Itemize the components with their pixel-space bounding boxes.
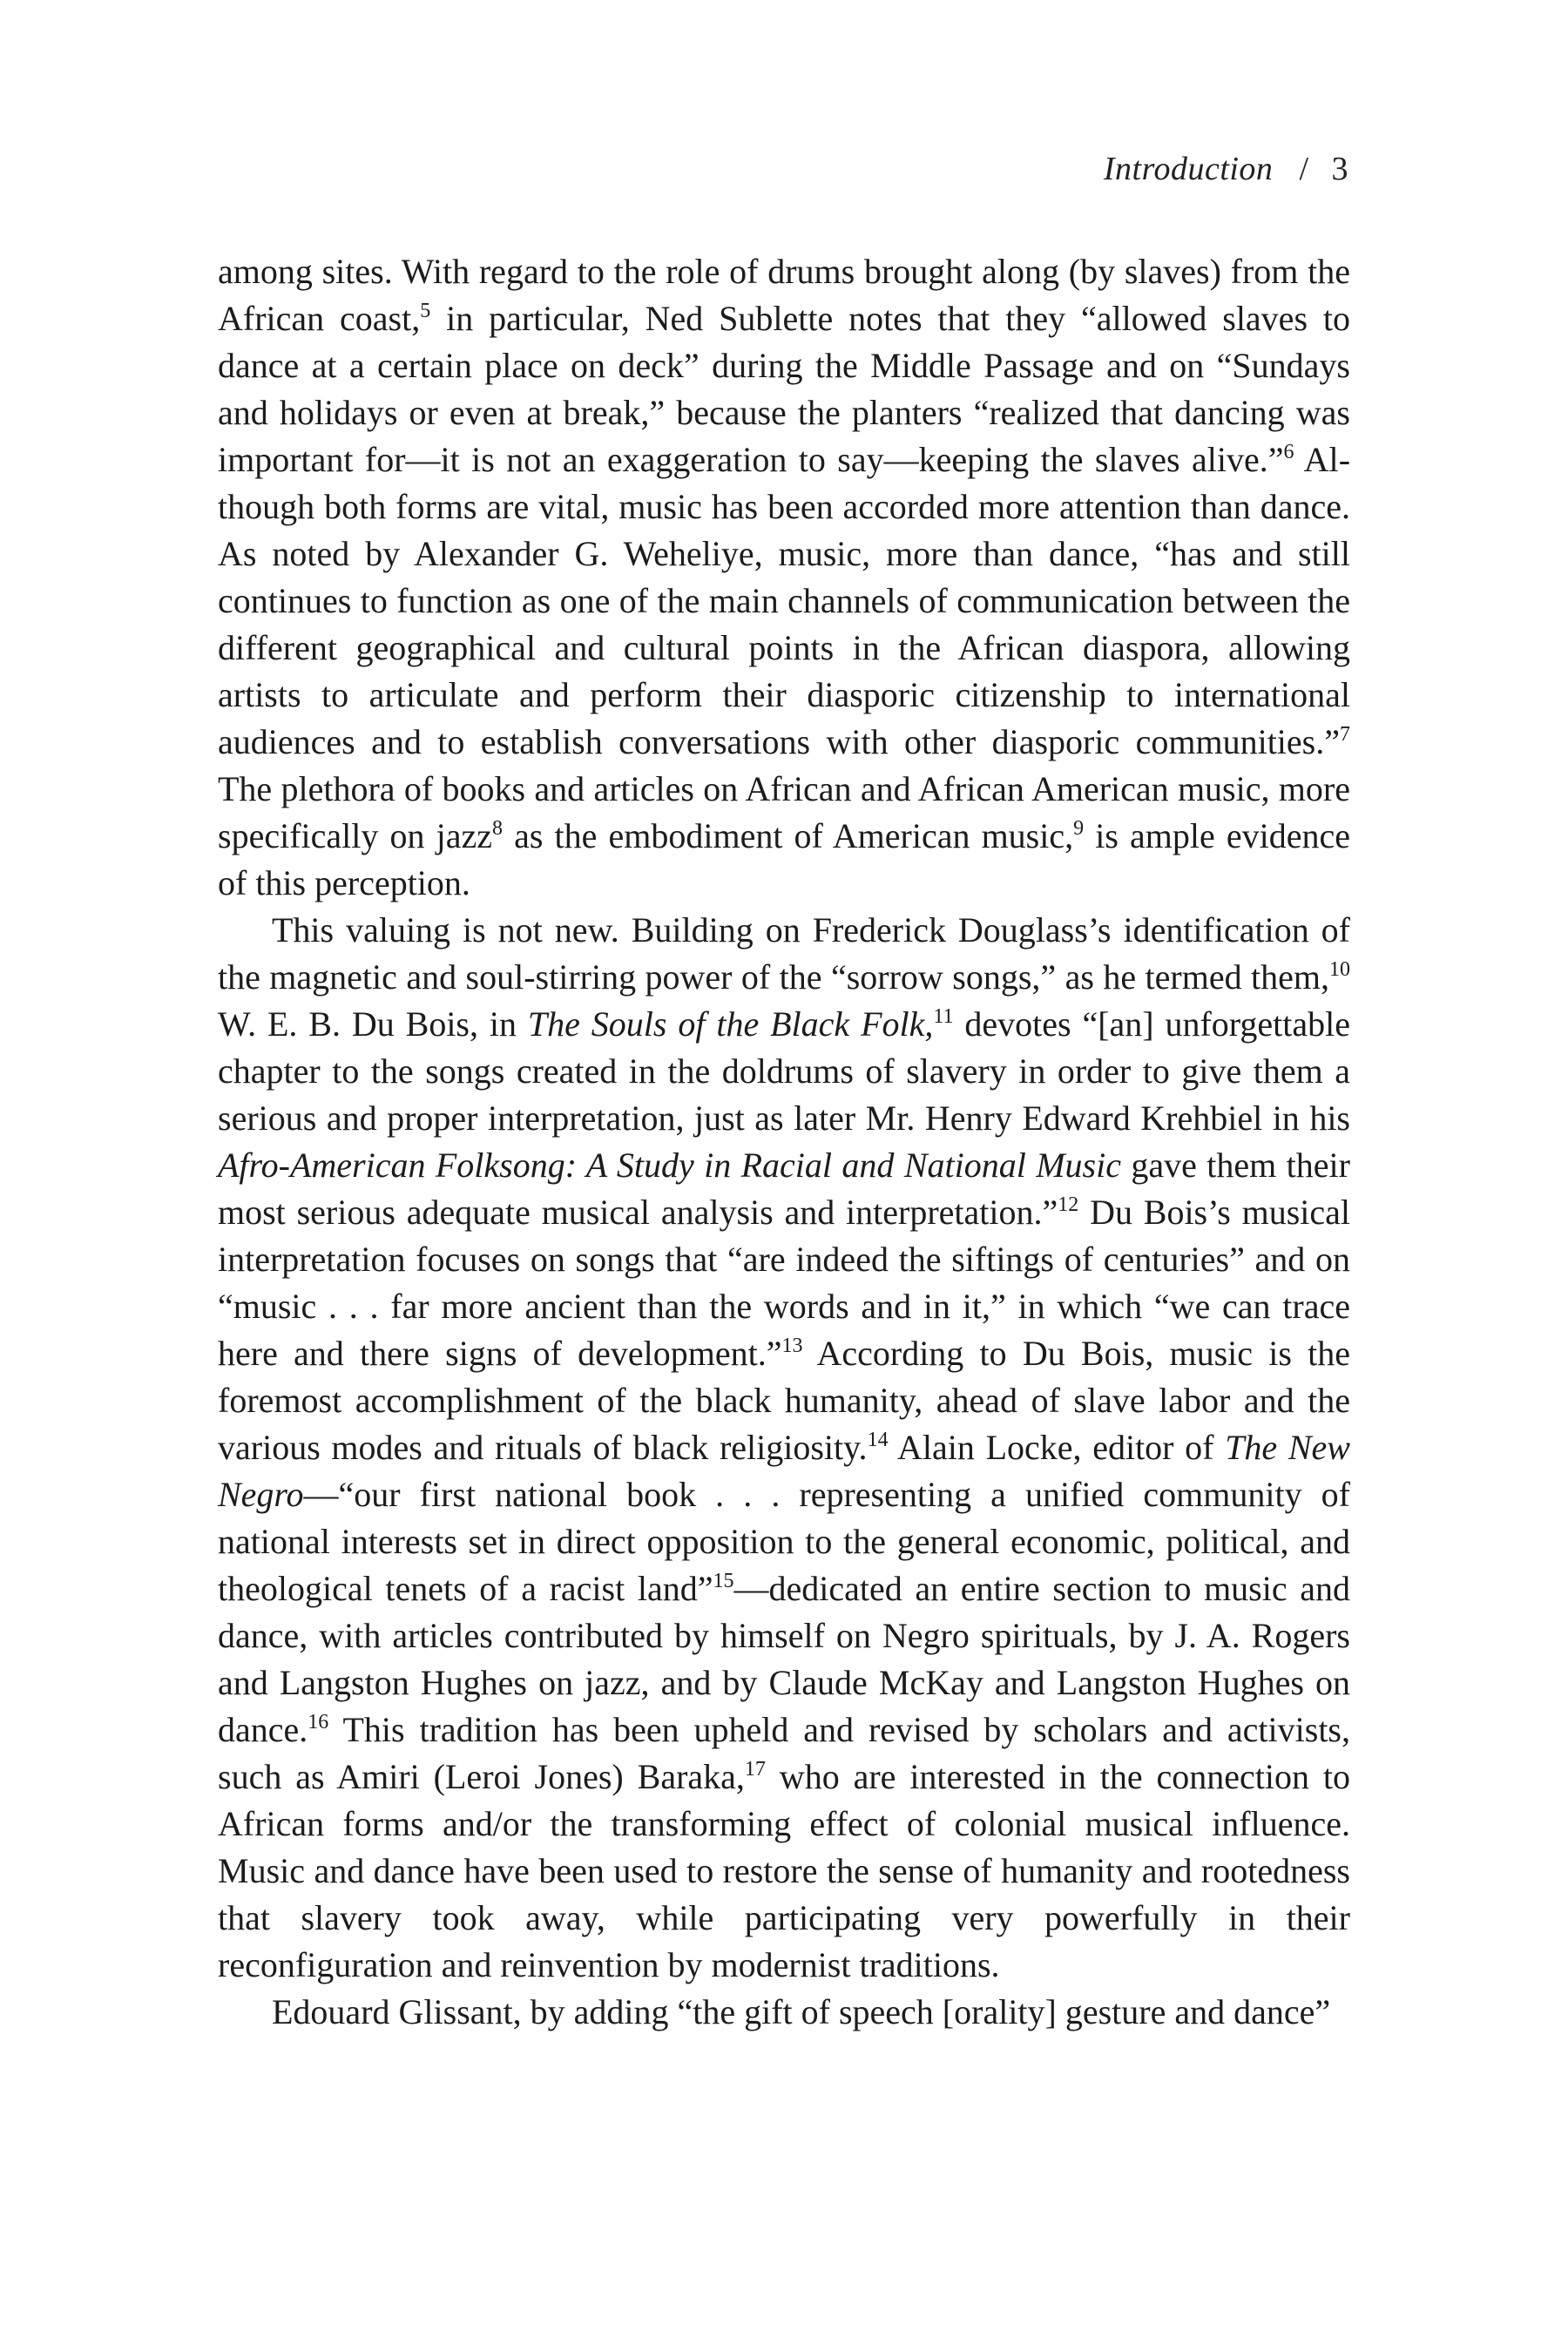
section-title: Introduction bbox=[1103, 151, 1274, 187]
footnote-ref-11: 11 bbox=[933, 1005, 954, 1028]
footnote-ref-7: 7 bbox=[1340, 723, 1350, 746]
running-head bbox=[1104, 150, 1348, 188]
text-run: is ample evidence of this perception. bbox=[218, 816, 1350, 902]
page-number: 3 bbox=[1331, 151, 1348, 187]
footnote-ref-15: 15 bbox=[713, 1570, 734, 1592]
footnote-ref-14: 14 bbox=[867, 1429, 889, 1451]
footnote-ref-13: 13 bbox=[781, 1335, 803, 1357]
text-run: —dedicated an entire section to music and dance, with articles contributed by himself on Negro spirituals, by J. A. Rogers and Langston Hughes on jazz, and by Claude McKay and Langston Hughes on dance. bbox=[218, 1569, 1350, 1749]
footnote-ref-5: 5 bbox=[420, 300, 431, 322]
footnote-ref-17: 17 bbox=[744, 1758, 766, 1781]
head-separator: / bbox=[1299, 151, 1309, 187]
footnote-ref-9: 9 bbox=[1073, 817, 1085, 840]
text-run: who are interested in the connection to African forms and/or the transforming effect of colonial musical influence. Music and dance have been used to restore the sense of humanity and rootedness that slavery took away, while participating very powerfully in their reconfiguration and reinvention by modernist traditions. bbox=[218, 1757, 1350, 1984]
footnote-ref-8: 8 bbox=[491, 817, 503, 840]
footnote-ref-12: 12 bbox=[1058, 1193, 1079, 1216]
text-run: The plethora of books and articles on African and African American music, more specifically on jazz bbox=[218, 769, 1350, 855]
footnote-ref-10: 10 bbox=[1329, 958, 1350, 981]
italic-title: The New Negro bbox=[218, 1428, 1350, 1514]
paragraph-p2 bbox=[218, 907, 1350, 1989]
text-run: gave them their most serious adequate musical analysis and interpretation.” bbox=[218, 1146, 1350, 1232]
paragraph-p1 bbox=[218, 248, 1350, 907]
text-run: Edouard Glissant, by adding “the gift of speech [orality] gesture and dance” bbox=[272, 1992, 1331, 2031]
text-run: in particular, Ned Sublette notes that they “allowed slaves to dance at a certain place on deck” during the Middle Passage and on “Sundays and holidays or even at break,” because the planters “realized that dancing was important for—it is not an exaggeration to say—keeping the slaves alive.” bbox=[218, 299, 1350, 479]
footnote-ref-6: 6 bbox=[1283, 441, 1294, 463]
text-run: This valuing is not new. Building on Frederick Douglass’s identification of the magnetic and soul-stirring power of the “sorrow songs,” as he termed them, bbox=[218, 910, 1350, 997]
text-run: devotes “[an] unforgettable chapter to the songs created in the doldrums of slavery in order to give them a serious and proper interpretation, just as later Mr. Henry Edward Krehbiel in his bbox=[218, 1004, 1351, 1138]
footnote-ref-16: 16 bbox=[308, 1711, 329, 1734]
text-run: This tradition has been upheld and revised by scholars and activists, such as Amiri (Leroi Jones) Baraka, bbox=[218, 1710, 1350, 1796]
text-run: Although both forms are vital, music has been accorded more attention than dance. As noted by Alexander G. Weheliye, music, more than dance, “has and still continues to function as one of the main channels of communication between the different geographical and cultural points in the African diaspora, allowing artists to articulate and perform their diasporic citizenship to international audiences and to establish conversations with other diasporic communities.” bbox=[218, 440, 1351, 761]
body-text bbox=[218, 248, 1350, 2036]
text-run: W. E. B. Du Bois, in bbox=[218, 1004, 528, 1044]
text-run: Du Bois’s musical interpretation focuses on songs that “are indeed the siftings of centuries” and on “music . . . far more ancient than the words and in it,” in which “we can trace here and there signs of development.” bbox=[218, 1193, 1351, 1373]
paragraph-p3 bbox=[218, 1989, 1350, 2036]
italic-title: Afro-American Folksong: A Study in Racial and National Music bbox=[218, 1146, 1121, 1185]
italic-title: The Souls of the Black Folk, bbox=[527, 1004, 934, 1044]
text-run: According to Du Bois, music is the foremost accomplishment of the black humanity, ahead of slave labor and the various modes and rituals of black religiosity. bbox=[218, 1334, 1350, 1467]
text-run: Alain Locke, editor of bbox=[888, 1428, 1226, 1467]
text-run: among sites. With regard to the role of drums brought along (by slaves) from the African coast, bbox=[218, 252, 1350, 338]
text-run: —“our first national book . . . representing a unified community of national interests set in direct opposition to the general economic, political, and theological tenets of a racist land” bbox=[218, 1475, 1350, 1608]
text-run: as the embodiment of American music, bbox=[502, 816, 1074, 855]
